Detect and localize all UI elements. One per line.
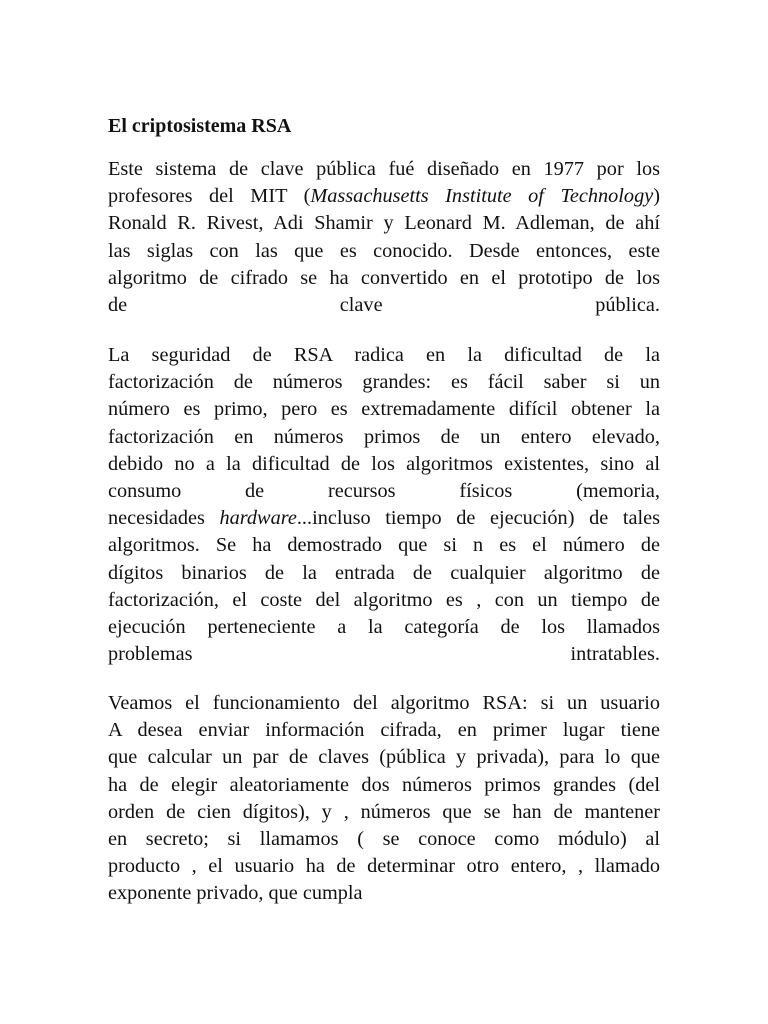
italic-term: hardware xyxy=(219,507,297,530)
paragraph-line: algoritmo de cifrado se ha convertido en el prototipo de los xyxy=(108,266,660,289)
document-title: El criptosistema RSA xyxy=(108,115,292,137)
paragraph-line: número es primo, pero es extremadamente difícil obtener la xyxy=(108,398,660,421)
paragraph-line: en secreto; si llamamos ( se conoce como módulo) al xyxy=(108,827,660,850)
paragraph-line xyxy=(108,183,660,210)
line-text: necesidades xyxy=(108,507,220,530)
paragraph-security xyxy=(108,342,660,668)
paragraph-line: que calcular un par de claves (pública y privada), para lo que xyxy=(108,746,660,769)
paragraph-line: factorización, el coste del algoritmo es , con un tiempo de xyxy=(108,588,660,611)
paragraph-line xyxy=(108,505,660,532)
paragraph-line: problemas intratables. xyxy=(108,643,660,666)
paragraph-line: factorización en números primos de un entero elevado, xyxy=(108,425,660,448)
paragraph-line: factorización de números grandes: es fácil saber si un xyxy=(108,371,660,394)
paragraph-line: A desea enviar información cifrada, en primer lugar tiene xyxy=(108,719,660,742)
paragraph-algorithm xyxy=(108,690,660,908)
paragraph-line: ha de elegir aleatoriamente dos números primos grandes (del xyxy=(108,773,660,796)
paragraph-line: dígitos binarios de la entrada de cualquier algoritmo de xyxy=(108,561,660,584)
paragraph-line: ejecución perteneciente a la categoría de los llamados xyxy=(108,615,660,638)
italic-term: Massachusetts Institute of Technology xyxy=(310,185,654,208)
paragraph-line: debido no a la dificultad de los algoritmos existentes, sino al xyxy=(108,452,660,475)
line-text: ...incluso tiempo de ejecución) de tales xyxy=(296,507,660,530)
paragraph-line: las siglas con las que es conocido. Desde entonces, este xyxy=(108,239,660,262)
paragraph-line: Ronald R. Rivest, Adi Shamir y Leonard M. Adleman, de ahí xyxy=(108,212,660,235)
paragraph-line: consumo de recursos físicos (memoria, xyxy=(108,479,660,502)
paragraph-line: La seguridad de RSA radica en la dificultad de la xyxy=(108,344,660,366)
paragraph-line: Veamos el funcionamiento del algoritmo RSA: si un usuario xyxy=(108,692,660,714)
paragraph-line: algoritmos. Se ha demostrado que si n es el número de xyxy=(108,534,660,557)
line-text: ) xyxy=(653,185,660,208)
paragraph-history xyxy=(108,156,660,319)
paragraph-line: Este sistema de clave pública fué diseñado en 1977 por los xyxy=(108,158,660,180)
paragraph-line: producto , el usuario ha de determinar otro entero, , llamado xyxy=(108,855,660,878)
paragraph-line: exponente privado, que cumpla xyxy=(108,882,363,905)
paragraph-line: de clave pública. xyxy=(108,293,660,316)
line-text: profesores del MIT ( xyxy=(108,185,311,208)
paragraph-line: orden de cien dígitos), y , números que se han de mantener xyxy=(108,800,660,823)
